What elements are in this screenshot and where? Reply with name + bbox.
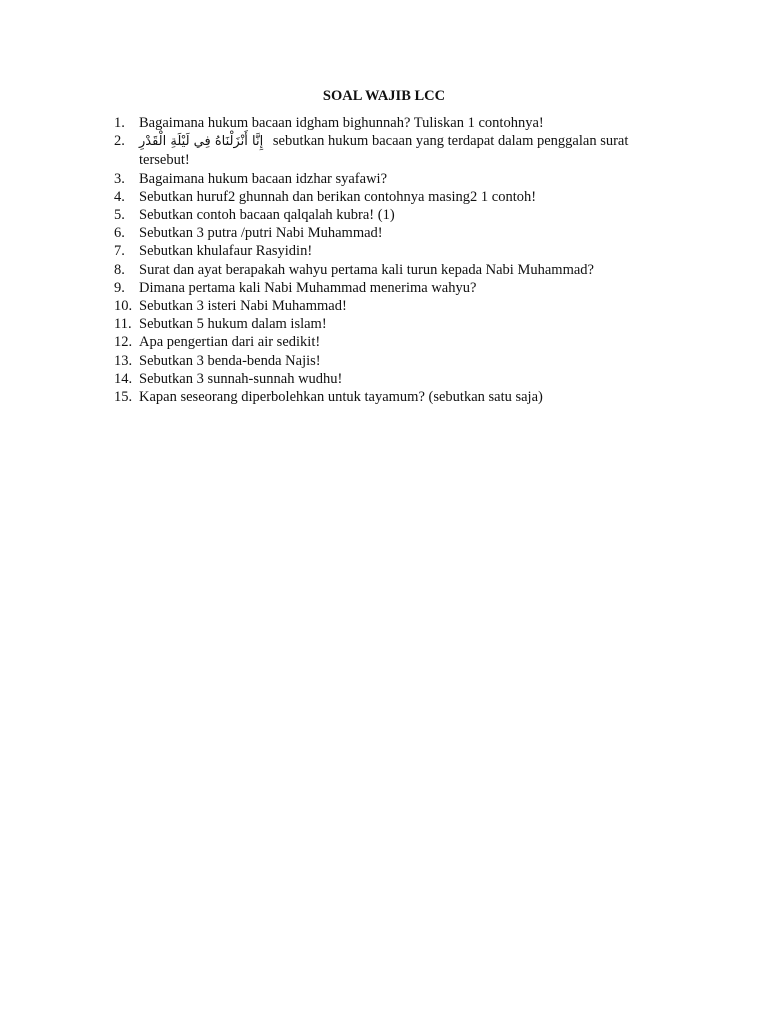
question-text: Kapan seseorang diperbolehkan untuk tayamum? (sebutkan satu saja) (139, 389, 543, 406)
question-text: Bagaimana hukum bacaan idgham bighunnah? Tuliskan 1 contohnya! (139, 115, 544, 131)
question-item (114, 388, 674, 406)
question-item (114, 352, 674, 370)
question-number: 2. (114, 133, 125, 150)
question-number: 14. (114, 370, 133, 387)
question-text: Sebutkan contoh bacaan qalqalah kubra! (1) (139, 207, 395, 224)
question-text: Sebutkan 3 benda-benda Najis! (139, 352, 321, 369)
question-text: Sebutkan 3 sunnah-sunnah wudhu! (139, 370, 343, 387)
question-item (114, 279, 674, 297)
question-item (114, 261, 674, 279)
question-text: Sebutkan 3 putra /putri Nabi Muhammad! (139, 225, 383, 242)
question-number: 10. (114, 298, 133, 315)
question-number: 12. (114, 334, 133, 351)
question-item (114, 370, 674, 388)
question-number: 11. (114, 316, 132, 333)
question-text: Sebutkan 5 hukum dalam islam! (139, 316, 327, 333)
question-number: 8. (114, 261, 125, 278)
question-text: Sebutkan 3 isteri Nabi Muhammad! (139, 298, 347, 315)
question-text: Bagaimana hukum bacaan idzhar syafawi? (139, 170, 388, 187)
question-text: Surat dan ayat berapakah wahyu pertama kali turun kepada Nabi Muhammad? (139, 261, 594, 278)
question-item (114, 114, 674, 132)
question-item (114, 188, 674, 206)
question-number: 15. (114, 389, 133, 406)
question-text: Apa pengertian dari air sedikit! (139, 334, 321, 351)
question-number: 3. (114, 170, 125, 187)
page-title: SOAL WAJIB LCC (322, 88, 446, 104)
question-number: 9. (114, 279, 125, 296)
question-number: 4. (114, 188, 125, 205)
question-item (114, 315, 674, 333)
arabic-verse: إِنَّا أَنْزَلْنَاهُ فِي لَيْلَةِ الْقَدْرِ (139, 134, 264, 150)
question-list (114, 114, 674, 406)
question-item (114, 224, 674, 242)
question-text: sebutkan hukum bacaan yang terdapat dalam penggalan surat tersebut! (139, 133, 629, 169)
question-number: 13. (114, 352, 133, 369)
question-number: 7. (114, 243, 125, 260)
question-item (114, 242, 674, 260)
question-text: Dimana pertama kali Nabi Muhammad menerima wahyu? (139, 279, 477, 296)
question-item (114, 170, 674, 188)
question-item (114, 333, 674, 351)
question-item (114, 206, 674, 224)
question-text: Sebutkan khulafaur Rasyidin! (139, 243, 313, 260)
question-text: Sebutkan huruf2 ghunnah dan berikan contohnya masing2 1 contoh! (139, 188, 537, 205)
question-number: 5. (114, 207, 125, 224)
question-number: 6. (114, 225, 125, 242)
question-number: 1. (114, 115, 125, 131)
question-item (114, 132, 674, 169)
question-item (114, 297, 674, 315)
